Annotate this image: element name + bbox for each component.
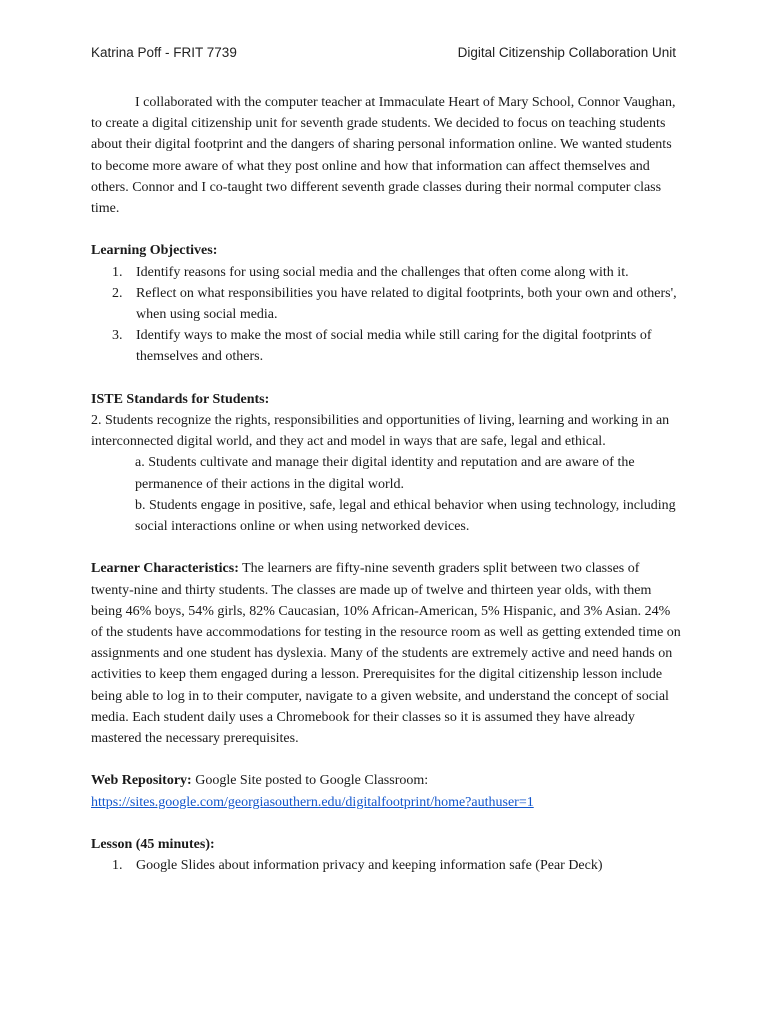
- web-repository-link[interactable]: https://sites.google.com/georgiasouthern.edu/digitalfootprint/home?authuser=1: [91, 794, 534, 810]
- page-header: [91, 45, 676, 65]
- web-repository-label: Web Repository:: [91, 773, 192, 789]
- learner-characteristics-label: Learner Characteristics:: [91, 561, 239, 577]
- learning-objectives-list: [91, 262, 681, 368]
- list-item: [91, 283, 681, 325]
- iste-standards-heading: ISTE Standards for Students:: [91, 391, 270, 407]
- iste-standard-2b: b. Students engage in positive, safe, legal and ethical behavior when using technology, including social interactions online or when using networked devices.: [135, 497, 676, 535]
- intro-paragraph: I collaborated with the computer teacher at Immaculate Heart of Mary School, Connor Vaughan, to create a digital citizenship unit for seventh grade students. We decided to focus on teaching students about their digital footprint and the dangers of sharing personal information online. We wanted students to become more aware of what they post online and how that information can affect themselves and others. Connor and I co-taught two different seventh grade classes during their normal computer class time.: [91, 95, 676, 217]
- learner-characteristics-paragraph: [91, 558, 681, 749]
- lesson-heading: Lesson (45 minutes):: [91, 837, 215, 853]
- list-item: [91, 855, 681, 876]
- lesson-list: [91, 855, 681, 876]
- document-body: [91, 92, 681, 876]
- iste-standard-2a: a. Students cultivate and manage their digital identity and reputation and are aware of the permanence of their actions in the digital world.: [135, 455, 635, 492]
- list-number: 1.: [112, 264, 123, 280]
- iste-standard-2: 2. Students recognize the rights, responsibilities and opportunities of living, learning and working in an interconnected digital world, and they act and model in ways that are safe, legal and ethical.: [91, 413, 670, 450]
- learner-characteristics-text: The learners are fifty-nine seventh graders split between two classes of twenty-nine and thirty students. The classes are made up of twelve and thirteen year olds, with them being 46% boys, 54% girls, 82% Caucasian, 10% African-American, 5% Hispanic, and 3% Asian. 24% of the students have accommodations for testing in the resource room as well as getting extended time on assignments and one student has dyslexia. Many of the students are extremely active and need hands on activities to keep them engaged during a lesson. Prerequisites for the digital citizenship lesson include being able to log in to their computer, navigate to a given website, and understand the concept of social media. Each student daily uses a Chromebook for their classes so it is assumed they have already mastered the necessary prerequisites.: [91, 561, 681, 747]
- list-number: 1.: [112, 858, 123, 874]
- list-item-text: Google Slides about information privacy and keeping information safe (Pear Deck): [136, 858, 603, 874]
- learning-objectives-heading: Learning Objectives:: [91, 243, 218, 259]
- list-item: [91, 262, 681, 283]
- list-item-text: Identify reasons for using social media and the challenges that often come along with it.: [136, 264, 629, 280]
- web-repository-link-line: [91, 792, 681, 813]
- list-number: 2.: [112, 285, 123, 301]
- list-number: 3.: [112, 328, 123, 344]
- web-repository-text: Google Site posted to Google Classroom:: [191, 773, 429, 789]
- header-author: Katrina Poff - FRIT 7739: [91, 45, 237, 60]
- web-repository-paragraph: [91, 770, 681, 791]
- list-item: [91, 325, 681, 367]
- header-title: Digital Citizenship Collaboration Unit: [457, 45, 676, 60]
- list-item-text: Reflect on what responsibilities you have related to digital footprints, both your own and others', when using social media.: [136, 285, 677, 323]
- list-item-text: Identify ways to make the most of social media while still caring for the digital footprints of themselves and others.: [136, 328, 652, 365]
